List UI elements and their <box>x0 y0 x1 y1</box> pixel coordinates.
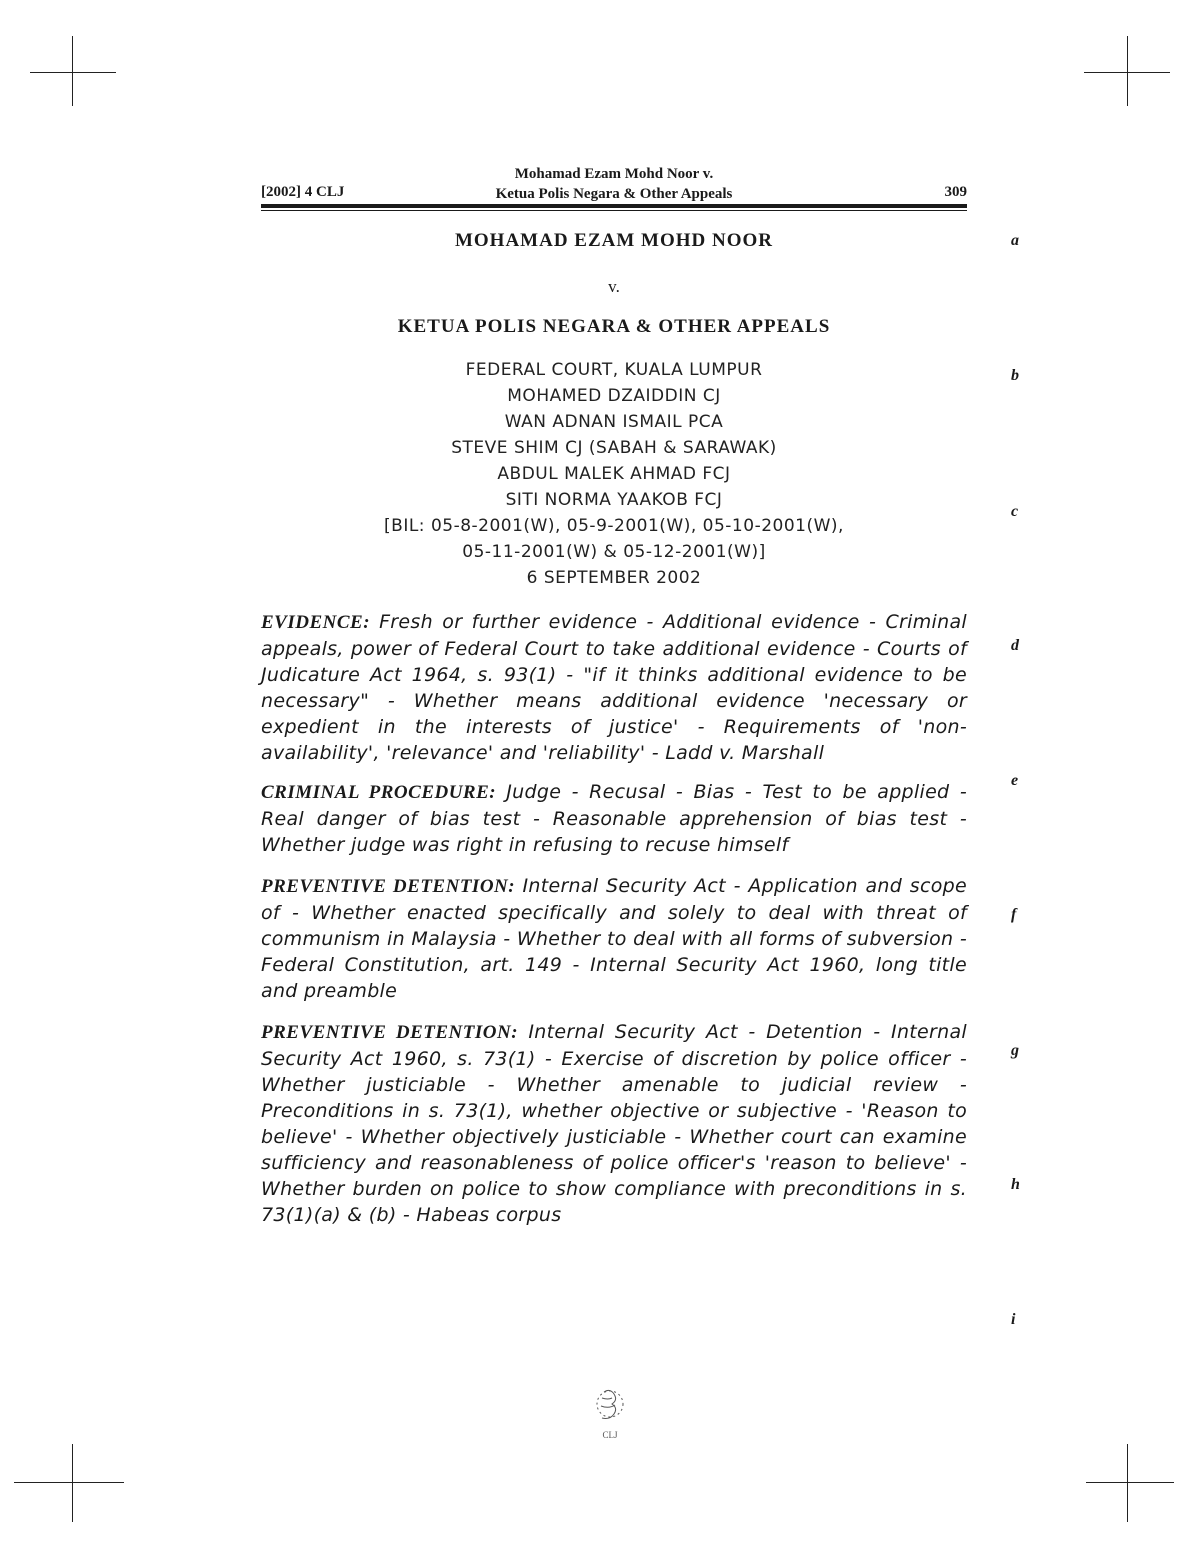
crop-mark-top-right-v <box>1127 36 1128 106</box>
crop-mark-bottom-left-h <box>14 1482 124 1483</box>
margin-letter-g: g <box>1011 1042 1019 1059</box>
catchword-text: Fresh or further evidence - Additional evidence - Criminal appeals, power of Federal Court to take additional evidence - Courts of Judicature Act 1964, s. 93(1) - "if it thinks additional evidence to be necessary" - Whether means additional evidence 'necessary or expedient in the interests of justice' - Requirements of 'non-availability', 'relevance' and 'reliability' - Ladd v. Marshall <box>261 611 967 764</box>
decision-date: 6 SEPTEMBER 2002 <box>526 568 702 588</box>
page-number: 309 <box>944 184 967 200</box>
crop-mark-bottom-right-h <box>1086 1482 1174 1483</box>
party-2: KETUA POLIS NEGARA & OTHER APPEALS <box>397 316 831 337</box>
catchword-text: Internal Security Act - Application and scope of - Whether enacted specifically and solely to deal with threat of communism in Malaysia - Whether to deal with all forms of subversion - Federal Constitution, art. 149 - Internal Security Act 1960, long title and preamble <box>261 875 967 1002</box>
catchword-text: Internal Security Act - Detention - Internal Security Act 1960, s. 73(1) - Exercise of discretion by police officer - Whether justiciable - Whether amenable to judicial review - Preconditions in s. 73(1), whether objective or subjective - 'Reason to believe' - Whether objectively justiciable - Whether court can examine sufficiency and reasonableness of police officer's 'reason to believe' - Whether burden on police to show compliance with preconditions in s. 73(1)(a) & (b) - Habeas corpus <box>261 1021 967 1226</box>
versus: v. <box>608 277 620 296</box>
catchword-preventive-detention-2 <box>261 1019 967 1228</box>
margin-letter-c: c <box>1011 503 1019 520</box>
judge-2: WAN ADNAN ISMAIL PCA <box>504 412 724 432</box>
catchword-criminal-procedure <box>261 779 967 858</box>
margin-letter-e: e <box>1011 772 1019 789</box>
case-numbers-line-1: [BIL: 05-8-2001(W), 05-9-2001(W), 05-10-2001(W), <box>384 516 844 536</box>
catchword-text: Judge - Recusal - Bias - Test to be applied - Real danger of bias test - Reasonable apprehension of bias test - Whether judge was right in refusing to recuse himself <box>261 781 967 856</box>
catchword-evidence <box>261 609 967 766</box>
court-details <box>261 357 967 591</box>
judge-5: SITI NORMA YAAKOB FCJ <box>505 490 723 510</box>
catchword-keyword: EVIDENCE: <box>261 612 371 633</box>
crop-mark-bottom-left-v <box>72 1444 73 1522</box>
judge-1: MOHAMED DZAIDDIN CJ <box>507 386 721 406</box>
header-rule-thick <box>261 204 967 208</box>
catchword-preventive-detention-1 <box>261 873 967 1004</box>
catchword-keyword: PREVENTIVE DETENTION: <box>261 876 516 897</box>
party-1: MOHAMAD EZAM MOHD NOOR <box>454 230 774 251</box>
citation: [2002] 4 CLJ <box>261 184 345 200</box>
judge-4: ABDUL MALEK AHMAD FCJ <box>497 464 731 484</box>
running-title-line-2: Ketua Polis Negara & Other Appeals <box>495 186 733 202</box>
crop-mark-top-left-v <box>72 36 73 106</box>
catchword-keyword: PREVENTIVE DETENTION: <box>261 1022 519 1043</box>
court-name: FEDERAL COURT, KUALA LUMPUR <box>465 360 763 380</box>
judge-3: STEVE SHIM CJ (SABAH & SARAWAK) <box>451 438 777 458</box>
catchword-keyword: CRIMINAL PROCEDURE: <box>261 782 497 803</box>
running-header <box>261 162 967 204</box>
margin-letter-i: i <box>1011 1311 1016 1328</box>
margin-letter-h: h <box>1011 1176 1020 1193</box>
margin-letter-b: b <box>1011 367 1019 384</box>
clj-logo-icon <box>590 1384 630 1444</box>
margin-letter-f: f <box>1011 906 1017 923</box>
clj-logo-text: CLJ <box>602 1430 618 1440</box>
margin-letter-d: d <box>1011 637 1019 654</box>
case-numbers-line-2: 05-11-2001(W) & 05-12-2001(W)] <box>462 542 766 562</box>
margin-letter-a: a <box>1011 232 1019 249</box>
clj-logo <box>590 1384 630 1444</box>
crop-mark-top-left-h <box>30 72 116 73</box>
running-title <box>261 164 967 204</box>
running-title-line-1: Mohamad Ezam Mohd Noor v. <box>514 166 714 182</box>
header-rule-thin <box>261 210 967 211</box>
crop-mark-bottom-right-v <box>1127 1444 1128 1522</box>
